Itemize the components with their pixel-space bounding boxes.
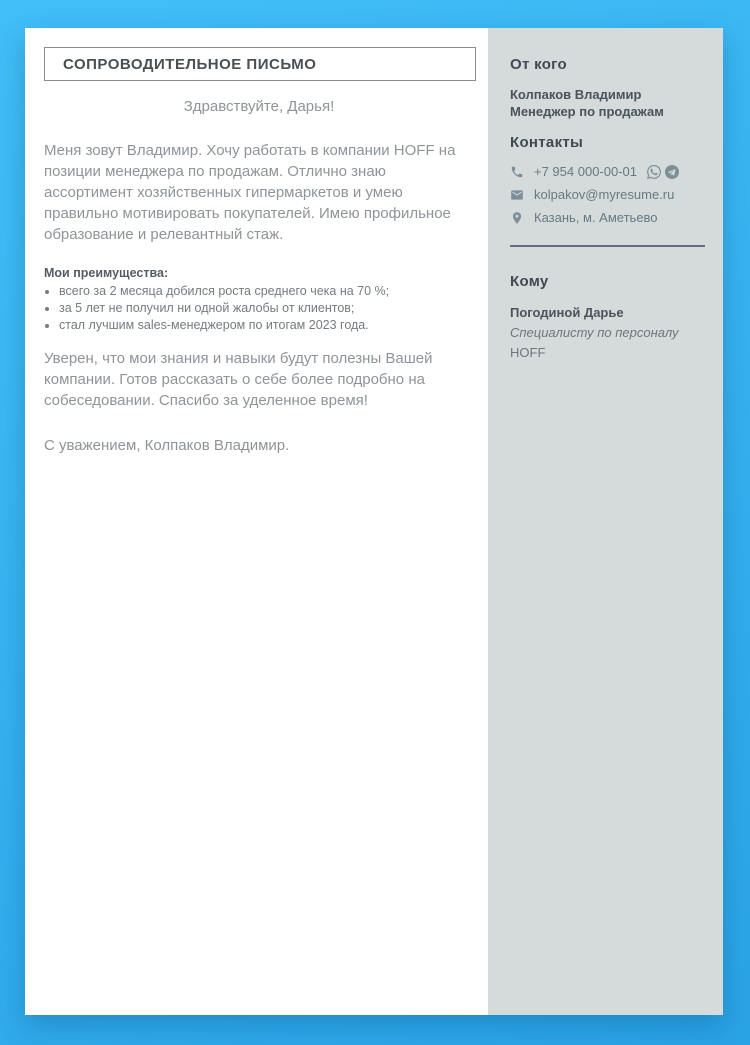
advantage-item: • за 5 лет не получил ни одной жалобы от клиентов; [59,300,474,317]
cover-letter-page [25,28,723,1015]
email-icon [510,188,524,202]
advantages-list [44,283,474,334]
recipient-company: HOFF [510,345,546,360]
advantages-section [44,266,474,334]
sender-name: Колпаков Владимир [510,87,642,102]
telegram-icon[interactable] [665,165,679,179]
sender-position: Менеджер по продажам [510,104,664,119]
phone-number[interactable]: +7 954 000-00-01 [534,164,638,179]
location-row [510,211,705,225]
letter-title-box [44,47,476,81]
sidebar [488,28,723,1015]
location-icon [510,211,524,225]
location-text: Казань, м. Аметьево [534,210,658,225]
email-row [510,188,705,202]
letter-title: СОПРОВОДИТЕЛЬНОЕ ПИСЬМО [63,56,317,73]
intro-paragraph: Меня зовут Владимир. Хочу работать в компании HOFF на позиции менеджера по продажам. Отлично знаю ассортимент хозяйственных гипермаркетов и умею правильно мотивировать покупателей. Имею профильное образование и релевантный стаж. [44,142,456,243]
signature-line: С уважением, Колпаков Владимир. [44,437,290,454]
phone-icon [510,165,524,179]
to-heading: Кому [510,273,549,290]
contact-list [510,165,705,225]
sidebar-divider [510,245,705,247]
messenger-links [643,165,679,179]
letter-body [25,28,488,1015]
closing-paragraph: Уверен, что мои знания и навыки будут полезны Вашей компании. Готов рассказать о себе более подробно на собеседовании. Спасибо за уделенное время! [44,350,433,409]
from-heading: От кого [510,56,567,73]
advantages-title: Мои преимущества: [44,266,169,280]
greeting-line: Здравствуйте, Дарья! [183,98,335,115]
recipient-position: Специалисту по персоналу [510,325,679,340]
whatsapp-icon[interactable] [647,165,661,179]
advantage-item: • стал лучшим sales-менеджером по итогам 2023 года. [59,317,474,334]
email-address[interactable]: kolpakov@myresume.ru [534,187,675,202]
recipient-name: Погодиной Дарье [510,305,624,320]
contacts-heading: Контакты [510,134,584,151]
advantage-item: • всего за 2 месяца добился роста среднего чека на 70 %; [59,283,474,300]
phone-row [510,165,705,179]
